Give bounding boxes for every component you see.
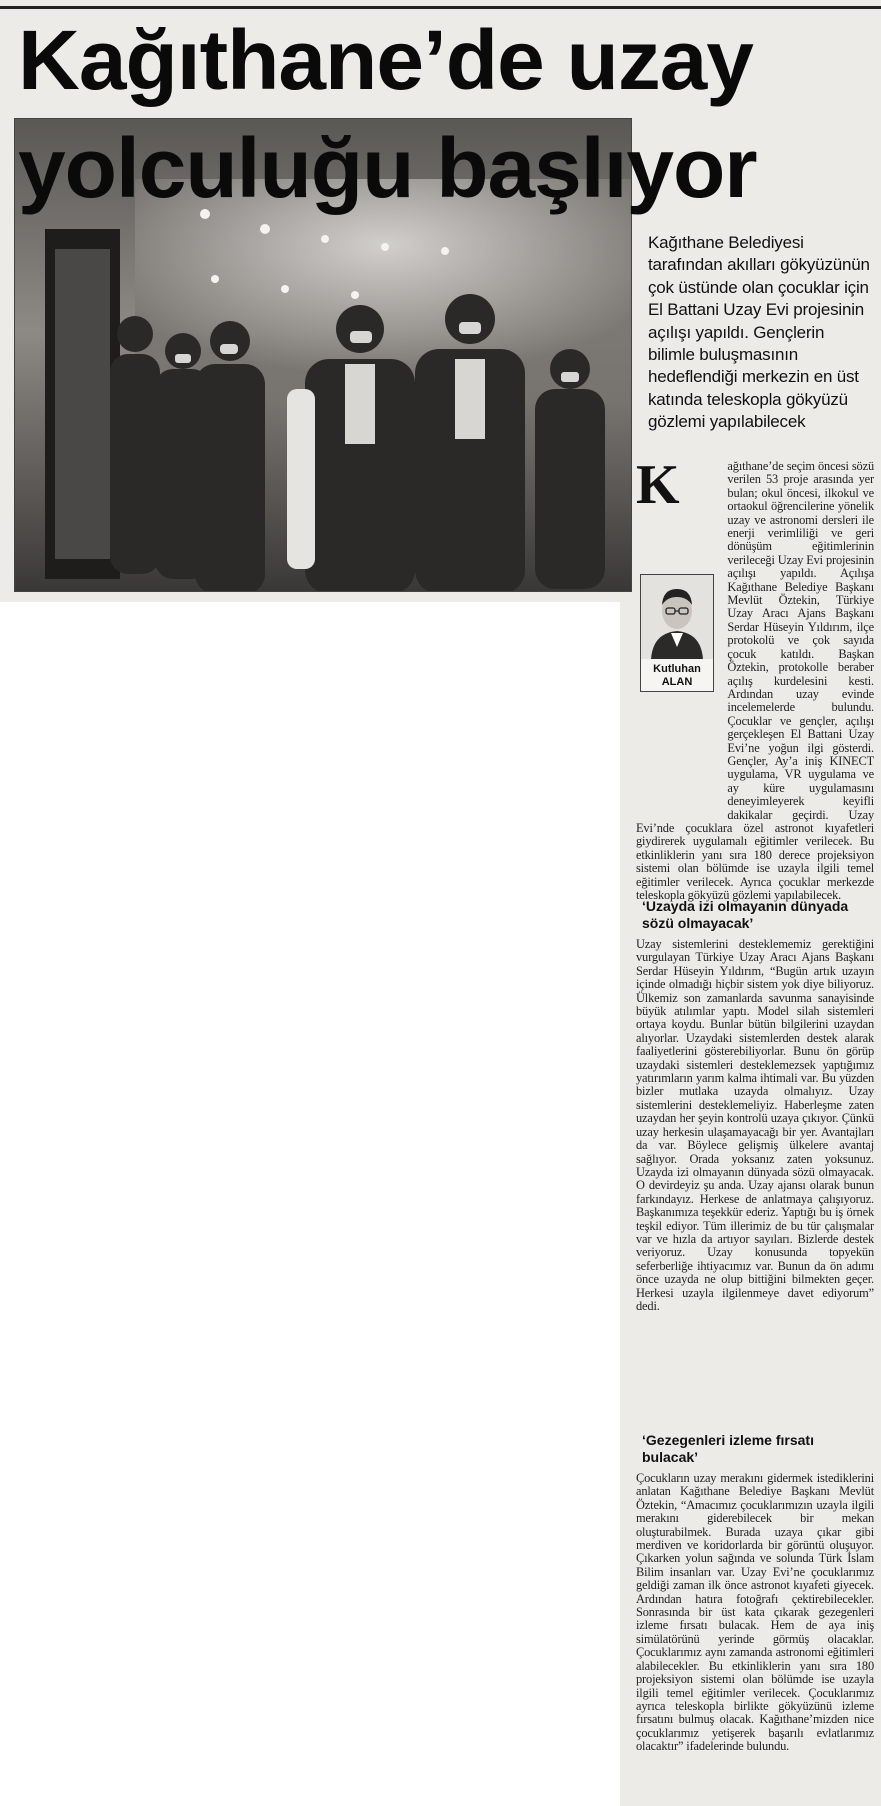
author-portrait bbox=[641, 575, 713, 659]
author-box bbox=[640, 574, 714, 692]
headline-line-2: yolculuğu başlıyor bbox=[18, 121, 757, 215]
article-lead: Kağıthane Belediyesi tarafından akılları gökyüzünün çok üstünde olan çocuklar için El Battani Uzay Evi projesinin açılışı yapıldı. Gençlerin bilimle buluşmasının hedeflendiği merkezin en üst katında teleskopla gökyüzü gözlemi yapılabilecek bbox=[648, 233, 870, 432]
body-paragraph-3 bbox=[636, 1472, 874, 1802]
body-paragraph-2 bbox=[636, 938, 874, 1416]
author-first-name: Kutluhan bbox=[653, 663, 701, 675]
body-text-2: Uzay sistemlerini desteklememiz gerektiğini vurgulayan Türkiye Uzay Aracı Ajans Başkanı Serdar Hüseyin Yıldırım, “Bugün artık uzayın içinde olmadığı hiçbir sistem yok diye biliyoruz. Ülkemiz son zamanlarda savunma sanayisinde büyük atılımlar yaptı. Model silah sistemleri ortaya koydu. Bunlar bütün bilgilerini uzaydan alıyorlar. Uzaydaki sistemlerden destek alarak faaliyetlerini gösterebiliyorlar. Bunu ön görüp uzaydaki sistemleri desteklemezsek yaptığımız yatırımların yarım kalma ihtimali var. Bu yüzden bizler mutlaka uzayda olmalıyız. Uzay sistemlerini desteklemeliyiz. Haberleşme zaten uzaydan her şeyin kontrolü uzaya çıkıyor. Çünkü uzay herkesin ulaşamayacağı bir yer. Avantajları da var. Böylece gelişmiş ülkelere avantaj sağlıyor. Orada yoksanız zaten yoksunuz. Uzayda izi olmayanın dünyada sözü olmayacak. O devirdeyiz şu anda. Uzay ajansı olarak bunun farkındayız. Herkese de anlatmaya çalışıyoruz. Başkanımıza teşekkür ederiz. Yaptığı bu iş örnek teşkil ediyor. Tüm illerimiz de bu tür çalışmalar var ve hızla da artıyor sayıları. Bizlerde destek veriyoruz. Uzay konusunda topyekün seferberliğe ihtiyacımız var. Bunun da ön adımı önce uzayda ne olup bittiğini bilmekten geçer. Herkesi uzayla ilgilenmeye davet ediyorum” dedi. bbox=[636, 937, 874, 1313]
body-text-1: ağıthane’de seçim öncesi sözü verilen 53 proje arasında yer bulan; okul öncesi, ilkokul ve ortaokul öğrencilerine yönelik uzay ve astronomi dersleri ile enerji verimliliği ve geri dönüşüm eğitimlerinin verileceği Uzay Evi projesinin açılışı yapıldı. Açılışa Kağıthane Belediye Başkanı Mevlüt Öztekin, Türkiye Uzay Aracı Ajans Başkanı Serdar Hüseyin Yıldırım, ilçe protokolü ve çok sayıda çocuk katıldı. Başkan Öztekin, protokolle beraber açılış kurdelesini kesti. Ardından uzay evinde incelemelerde bulundu. Çocuklar ve gençler, açılışı gerçekleşen El Battani Uzay Evi’ne yoğun ilgi gösterdi. Gençler, Ay’a iniş KINECT uygulama, VR uygulama ve ay küre uygulamasını deneyimleyerek keyifli dakikalar geçirdi. Uzay Evi’nde çocuklara özel astronot kıyafetleri giydirerek uygulamalı eğitimler verilecek. Bu etkinliklerin yanı sıra 180 derece projeksiyon sistemi olan bölümde ise uzayla ilgili temel eğitimler verilecek. Ayrıca çocuklar merkezde teleskopla gökyüzü gözlemi yapılabilecek. bbox=[636, 459, 874, 902]
headline-line-1: Kağıthane’de uzay bbox=[18, 13, 753, 107]
body-text-3: Çocukların uzay merakını gidermek istediklerini anlatan Kağıthane Belediye Başkanı Mevlüt Öztekin, “Amacımız çocuklarımızın uzayla ilgili merakını giderebilecek bir mekan oluşturabilmek. Burada uzaya çıkar gibi merdiven ve koridorlarda bir görüntü oluşuyor. Çıkarken yolun sağında ve solunda Türk İslam Bilim insanları var. Uzay Evi’ne çocuklarımız geldiği zaman ilk önce astronot kıyafeti giyecek. Ardından hatıra fotoğrafı çektirebilecekler. Sonrasında bir üst kata çıkarak gezegenleri izleme fırsatı bulacak. Hem de aya iniş simülatörünü yerinde görmüş olacaklar. Çocuklarımız aynı zamanda astronomi eğitimleri alabilecekler. Bu etkinliklerin yanı sıra 180 projeksiyon sistemi olan bölümde ise uzayla ilgili temel eğitimler verilecek. Çocuklarımız ayrıca teleskopla birlikte gökyüzünü izleme fırsatını bulmuş olacak. Kağıthane’mizden nice çocuklarımız yetişerek başarılı evlatlarımız olacaktır” ifadelerinde bulundu. bbox=[636, 1471, 874, 1754]
drop-cap: K bbox=[636, 454, 680, 516]
subhead-1: ‘Uzayda izi olmayanın dünyada sözü olmayacak’ bbox=[636, 896, 868, 934]
top-rule bbox=[0, 6, 881, 9]
subhead-2: ‘Gezegenleri izleme fırsatı bulacak’ bbox=[636, 1430, 868, 1468]
author-last-name: ALAN bbox=[661, 676, 693, 688]
